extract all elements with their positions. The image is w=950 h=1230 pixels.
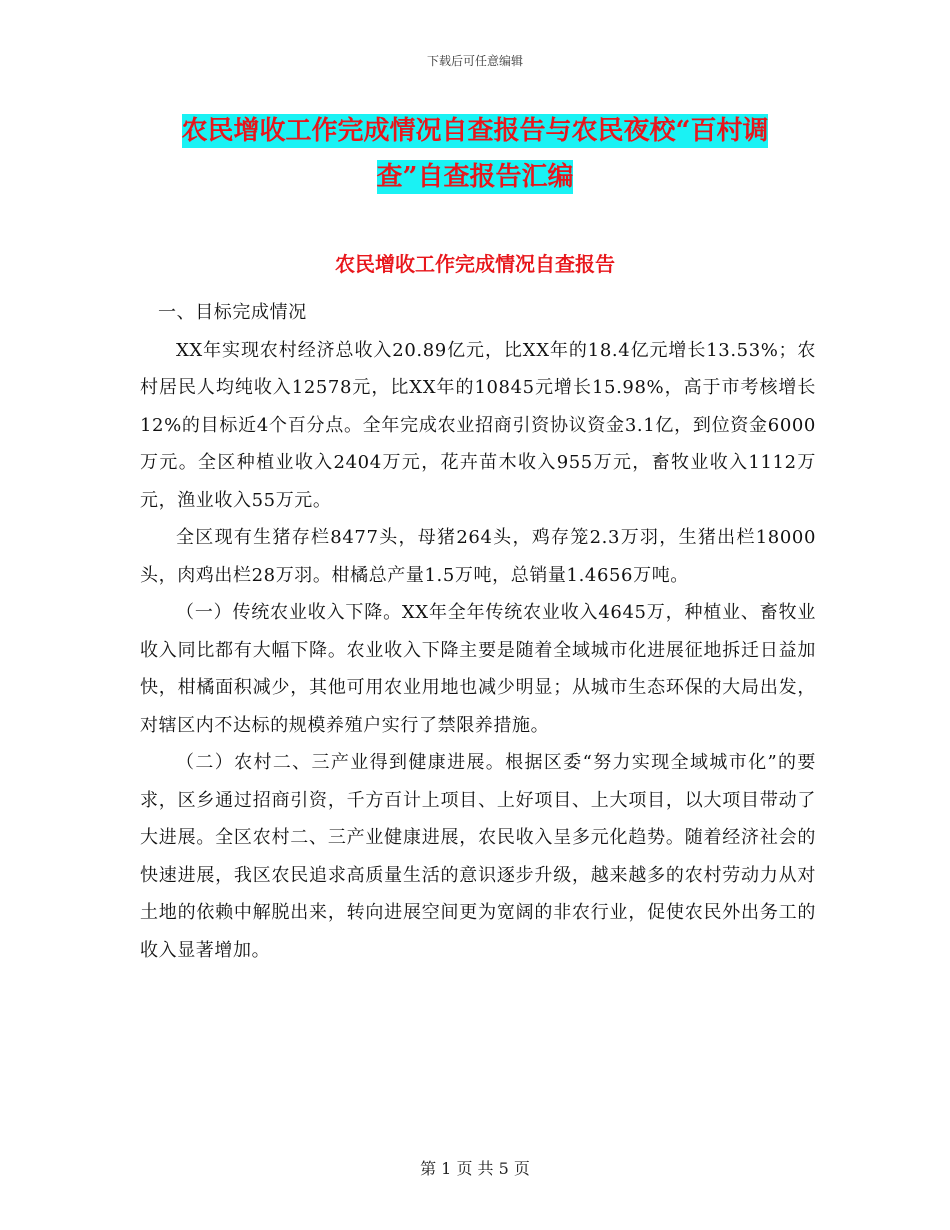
header-note: 下载后可任意编辑 (426, 54, 523, 68)
paragraph: XX年实现农村经济总收入20.89亿元，比XX年的18.4亿元增长13.53%；农村居民人均纯收入12578元，比XX年的10845元增长15.98%，高于市考核增长12%的目标近4个百分点。全年完成农业招商引资协议资金3.1亿，到位资金6000万元。全区种植业收入2404万元，花卉苗木收入955万元，畜牧业收入1112万元，渔业收入55万元。 (140, 339, 816, 511)
paragraph: 全区现有生猪存栏8477头，母猪264头，鸡存笼2.3万羽，生猪出栏18000头，肉鸡出栏28万羽。柑橘总产量1.5万吨，总销量1.4656万吨。 (140, 527, 816, 586)
page-footer: 第 1 页 共 5 页 (420, 1159, 530, 1178)
body-text (140, 294, 816, 969)
section-title: 农民增收工作完成情况自查报告 (335, 252, 615, 276)
document-title-line-2: 查”自查报告汇编 (376, 162, 574, 192)
document-title (150, 108, 800, 200)
paragraph: （二）农村二、三产业得到健康进展。根据区委“努力实现全域城市化”的要求，区乡通过招商引资，千方百计上项目、上好项目、上大项目，以大项目带动了大进展。全区农村二、三产业健康进展，农民收入呈多元化趋势。随着经济社会的快速进展，我区农民追求高质量生活的意识逐步升级，越来越多的农村劳动力从对土地的依赖中解脱出来，转向进展空间更为宽阔的非农行业，促使农民外出务工的收入显著增加。 (140, 752, 816, 961)
document-title-line-1: 农民增收工作完成情况自查报告与农民夜校“百村调 (181, 116, 769, 146)
paragraph: （一）传统农业收入下降。XX年全年传统农业收入4645万，种植业、畜牧业收入同比都有大幅下降。农业收入下降主要是随着全域城市化进展征地拆迁日益加快，柑橘面积减少，其他可用农业用地也减少明显；从城市生态环保的大局出发，对辖区内不达标的规模养殖户实行了禁限养措施。 (140, 602, 816, 736)
section-heading: 一、目标完成情况 (158, 302, 307, 323)
